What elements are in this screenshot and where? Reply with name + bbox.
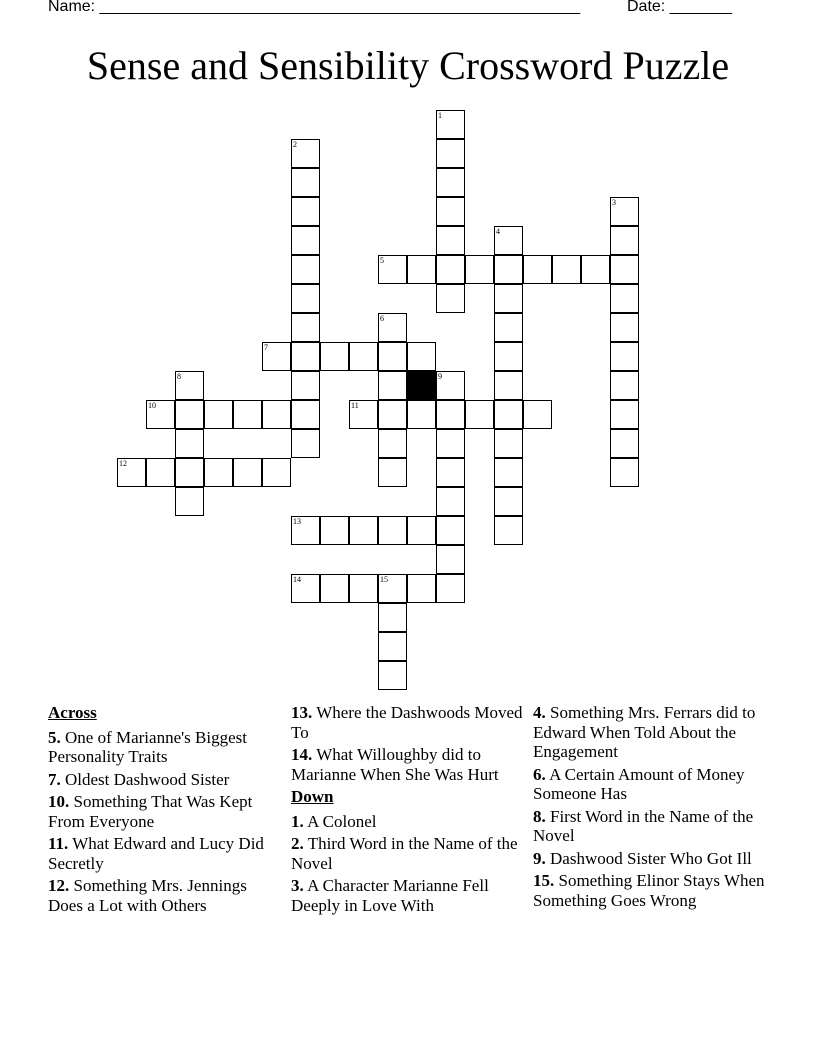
grid-cell[interactable]: [146, 458, 175, 487]
grid-cell[interactable]: [494, 400, 523, 429]
grid-cell[interactable]: [494, 371, 523, 400]
grid-cell[interactable]: [291, 574, 320, 603]
clue-item: [533, 807, 769, 846]
clue-text: Something Mrs. Jennings Does a Lot with Others: [48, 876, 247, 915]
clue-item: [291, 876, 527, 915]
clue-number: 14.: [291, 745, 313, 764]
grid-cell[interactable]: [146, 400, 175, 429]
clue-column-1: [48, 703, 284, 918]
grid-cell[interactable]: [610, 313, 639, 342]
grid-cell[interactable]: [175, 400, 204, 429]
clue-section-heading-down: Down: [291, 787, 334, 806]
grid-cell-number: 5: [380, 256, 384, 265]
grid-cell[interactable]: [233, 400, 262, 429]
grid-cell-number: 15: [380, 575, 388, 584]
clue-text: A Character Marianne Fell Deeply in Love With: [291, 876, 489, 915]
grid-cell[interactable]: [436, 284, 465, 313]
clue-column-3: [533, 703, 769, 913]
clue-text: A Colonel: [307, 811, 377, 831]
clue-section-heading-across: Across: [48, 703, 97, 722]
grid-cell[interactable]: [291, 313, 320, 342]
grid-cell-number: 1: [438, 111, 442, 120]
grid-cell[interactable]: [436, 400, 465, 429]
grid-cell[interactable]: [610, 371, 639, 400]
grid-cell[interactable]: [610, 429, 639, 458]
grid-cell[interactable]: [465, 400, 494, 429]
grid-cell[interactable]: [233, 458, 262, 487]
grid-cell[interactable]: [407, 255, 436, 284]
clue-item: [291, 703, 527, 742]
grid-cell[interactable]: [175, 458, 204, 487]
grid-cell[interactable]: [581, 255, 610, 284]
grid-cell[interactable]: [494, 516, 523, 545]
clue-number: 8.: [533, 806, 546, 826]
grid-cell[interactable]: [407, 516, 436, 545]
grid-cell[interactable]: [320, 342, 349, 371]
clue-text: Oldest Dashwood Sister: [65, 769, 230, 789]
grid-cell[interactable]: [378, 603, 407, 632]
grid-cell[interactable]: [436, 139, 465, 168]
grid-cell[interactable]: [291, 139, 320, 168]
grid-cell[interactable]: [494, 284, 523, 313]
clue-item: [533, 765, 769, 804]
grid-cell[interactable]: [610, 255, 639, 284]
grid-cell[interactable]: [291, 342, 320, 371]
grid-cell[interactable]: [320, 574, 349, 603]
grid-cell[interactable]: [436, 197, 465, 226]
grid-cell-number: 3: [612, 198, 616, 207]
grid-cell[interactable]: [436, 226, 465, 255]
clue-text: A Certain Amount of Money Someone Has: [533, 764, 745, 803]
clue-text: Where the Dashwoods Moved To: [291, 703, 523, 742]
grid-cell-number: 9: [438, 372, 442, 381]
grid-cell[interactable]: [291, 516, 320, 545]
grid-cell[interactable]: [204, 400, 233, 429]
clue-item: [291, 745, 527, 784]
name-field-label[interactable]: Name: ______________________________________________________: [48, 0, 581, 15]
grid-cell[interactable]: [378, 255, 407, 284]
grid-cell[interactable]: [407, 574, 436, 603]
grid-cell[interactable]: [349, 400, 378, 429]
clue-text: Something Elinor Stays When Something Goes Wrong: [533, 871, 765, 910]
grid-cell[interactable]: [494, 429, 523, 458]
clue-text: What Willoughby did to Marianne When She Was Hurt: [291, 745, 499, 784]
clue-item: [48, 876, 284, 915]
grid-cell[interactable]: [436, 110, 465, 139]
grid-cell[interactable]: [407, 400, 436, 429]
grid-cell[interactable]: [291, 197, 320, 226]
grid-cell[interactable]: [465, 255, 494, 284]
grid-cell[interactable]: [494, 487, 523, 516]
clue-text: Third Word in the Name of the Novel: [291, 834, 518, 873]
grid-cell[interactable]: [349, 574, 378, 603]
grid-cell[interactable]: [117, 458, 146, 487]
grid-cell-number: 14: [293, 575, 301, 584]
grid-cell[interactable]: [262, 458, 291, 487]
grid-cell-number: 12: [119, 459, 127, 468]
grid-cell-number: 10: [148, 401, 156, 410]
grid-cell[interactable]: [291, 255, 320, 284]
grid-cell[interactable]: [378, 313, 407, 342]
grid-cell[interactable]: [436, 487, 465, 516]
grid-cell[interactable]: [349, 342, 378, 371]
grid-cell[interactable]: [494, 342, 523, 371]
clue-column-2: [291, 703, 527, 918]
grid-cell[interactable]: [378, 371, 407, 400]
grid-cell[interactable]: [175, 487, 204, 516]
grid-cell[interactable]: [610, 458, 639, 487]
grid-cell[interactable]: [378, 342, 407, 371]
grid-cell[interactable]: [610, 226, 639, 255]
grid-cell[interactable]: [610, 400, 639, 429]
clue-item: [291, 834, 527, 873]
grid-cell[interactable]: [436, 458, 465, 487]
clue-item: [291, 812, 527, 832]
grid-cell[interactable]: [349, 516, 378, 545]
clue-number: 9.: [533, 848, 546, 868]
grid-cell-number: 11: [351, 401, 359, 410]
grid-cell[interactable]: [436, 371, 465, 400]
clue-item: [48, 728, 284, 767]
grid-cell-number: 8: [177, 372, 181, 381]
clue-text: What Edward and Lucy Did Secretly: [48, 834, 264, 873]
clue-text: Dashwood Sister Who Got Ill: [550, 848, 752, 868]
grid-cell[interactable]: [320, 516, 349, 545]
clue-item: [48, 834, 284, 873]
grid-cell[interactable]: [378, 429, 407, 458]
grid-cell[interactable]: [494, 226, 523, 255]
clue-number: 12.: [48, 876, 70, 895]
clue-item: [533, 703, 769, 762]
grid-cell[interactable]: [291, 226, 320, 255]
grid-cell[interactable]: [291, 168, 320, 197]
clue-number: 5.: [48, 727, 61, 747]
grid-cell[interactable]: [436, 574, 465, 603]
clue-number: 4.: [533, 703, 546, 722]
grid-cell[interactable]: [378, 632, 407, 661]
grid-cell[interactable]: [436, 516, 465, 545]
grid-cell-number: 4: [496, 227, 500, 236]
clue-number: 11.: [48, 834, 69, 853]
grid-cell[interactable]: [262, 400, 291, 429]
grid-cell[interactable]: [291, 284, 320, 313]
grid-cell-number: 2: [293, 140, 297, 149]
clue-text: One of Marianne's Biggest Personality Traits: [48, 727, 247, 766]
clue-number: 15.: [533, 871, 555, 890]
clue-text: First Word in the Name of the Novel: [533, 806, 754, 845]
grid-cell[interactable]: [610, 197, 639, 226]
grid-cell[interactable]: [494, 458, 523, 487]
grid-cell[interactable]: [407, 342, 436, 371]
grid-cell[interactable]: [436, 429, 465, 458]
grid-cell[interactable]: [204, 458, 233, 487]
clue-item: [533, 849, 769, 869]
clue-number: 13.: [291, 703, 313, 722]
grid-cell[interactable]: [436, 545, 465, 574]
grid-cell[interactable]: [436, 168, 465, 197]
page-title: Sense and Sensibility Crossword Puzzle: [86, 43, 730, 88]
clue-item: [533, 871, 769, 910]
clue-number: 10.: [48, 792, 70, 811]
clue-number: 6.: [533, 764, 546, 784]
clue-number: 2.: [291, 834, 304, 853]
clue-item: [48, 770, 284, 790]
grid-cell[interactable]: [291, 429, 320, 458]
clue-item: [48, 792, 284, 831]
grid-cell[interactable]: [291, 371, 320, 400]
clue-text: Something That Was Kept From Everyone: [48, 792, 253, 831]
grid-cell-number: 13: [293, 517, 301, 526]
clue-text: Something Mrs. Ferrars did to Edward When Told About the Engagement: [533, 703, 756, 761]
grid-cell[interactable]: [610, 284, 639, 313]
grid-cell-number: 6: [380, 314, 384, 323]
grid-cell[interactable]: [494, 255, 523, 284]
date-field-label[interactable]: Date: _______: [627, 0, 732, 15]
clue-number: 1.: [291, 811, 304, 831]
grid-cell-number: 7: [264, 343, 268, 352]
grid-cell[interactable]: [436, 255, 465, 284]
grid-cell[interactable]: [378, 574, 407, 603]
grid-cell-black: [407, 371, 436, 400]
grid-cell[interactable]: [523, 400, 552, 429]
grid-cell[interactable]: [262, 342, 291, 371]
grid-cell[interactable]: [552, 255, 581, 284]
grid-cell[interactable]: [523, 255, 552, 284]
grid-cell[interactable]: [378, 516, 407, 545]
grid-cell[interactable]: [378, 661, 407, 690]
grid-cell[interactable]: [175, 429, 204, 458]
grid-cell[interactable]: [494, 313, 523, 342]
grid-cell[interactable]: [291, 400, 320, 429]
grid-cell[interactable]: [378, 458, 407, 487]
clue-number: 3.: [291, 876, 304, 895]
clue-number: 7.: [48, 769, 61, 789]
grid-cell[interactable]: [378, 400, 407, 429]
grid-cell[interactable]: [175, 371, 204, 400]
grid-cell[interactable]: [610, 342, 639, 371]
